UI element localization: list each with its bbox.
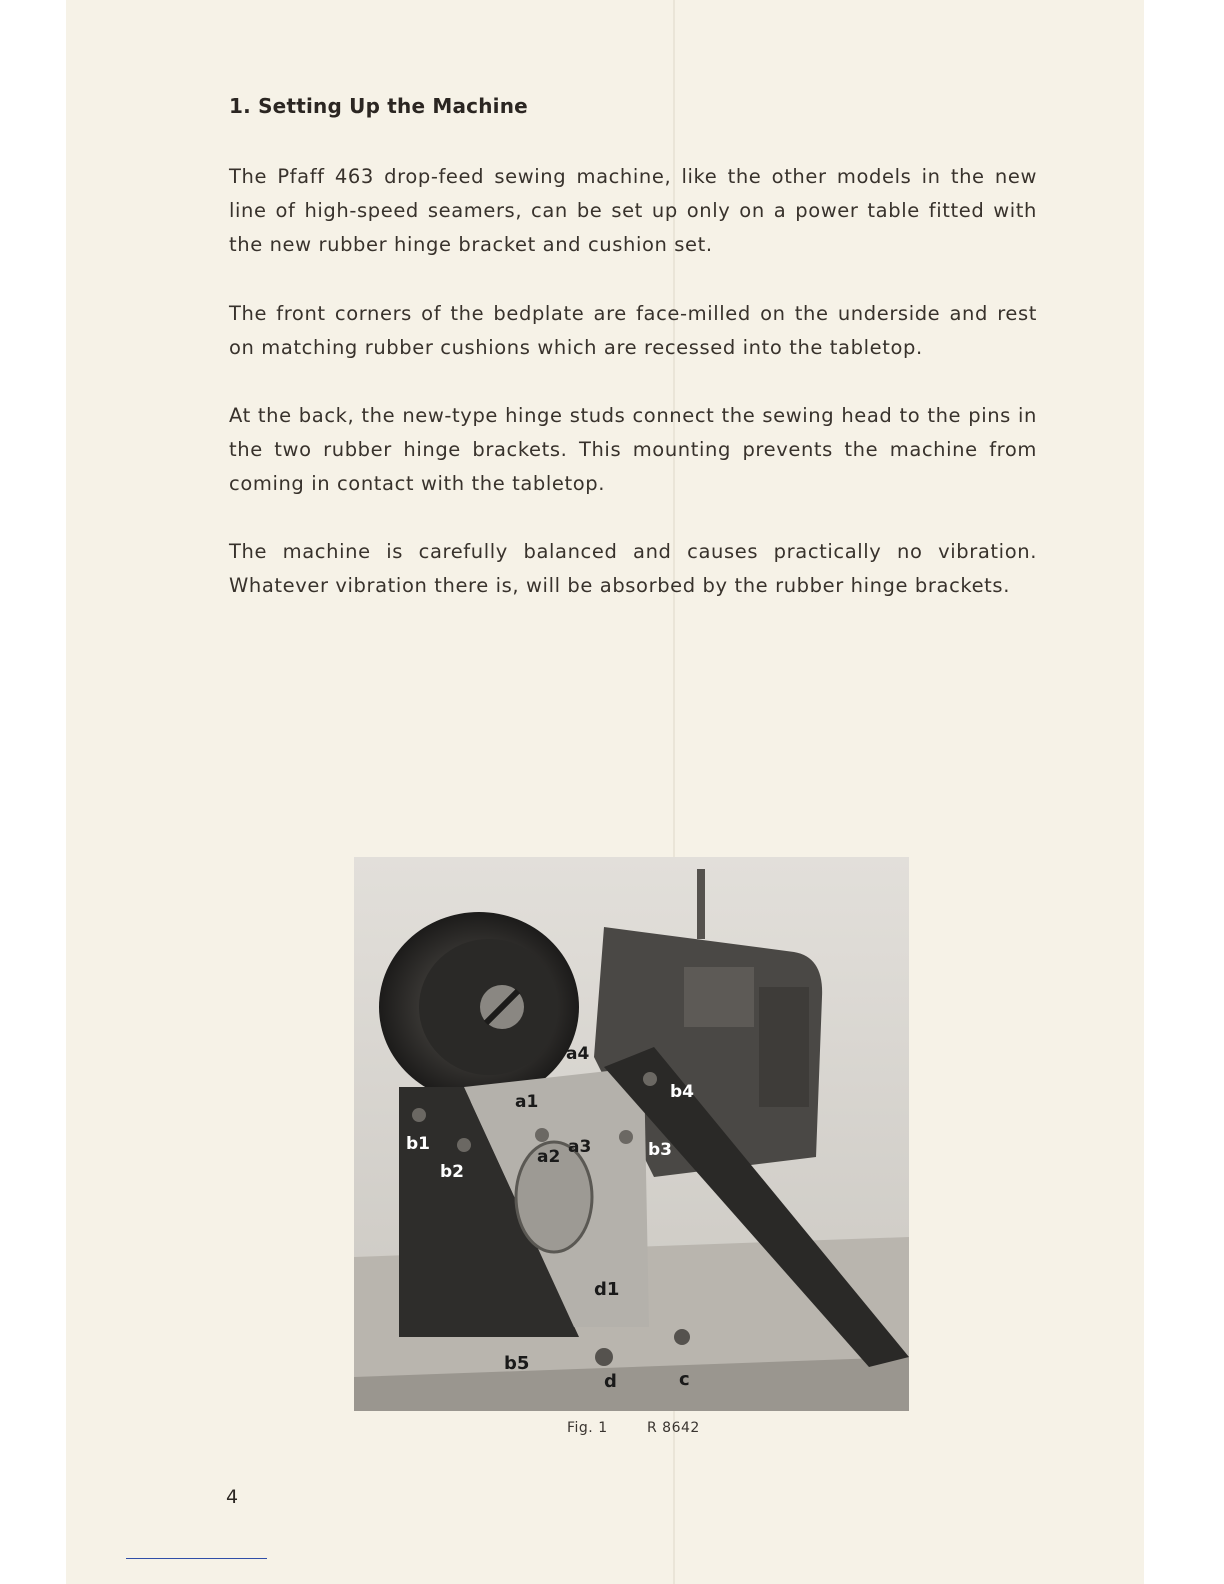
machine-illustration — [354, 857, 909, 1411]
label-b3: b3 — [648, 1140, 672, 1160]
paragraph-setup-overview: The Pfaff 463 drop-feed sewing machine, like the other models in the new line of high-speed seamers, can be set up only on a power table fitted with the new rubber hinge bracket and cushion set. — [229, 165, 1037, 256]
label-d1: d1 — [594, 1279, 620, 1300]
label-a4: a4 — [566, 1044, 590, 1064]
hinge-stud-d — [595, 1348, 613, 1366]
label-b1: b1 — [406, 1134, 430, 1154]
screw-b1 — [412, 1108, 426, 1122]
paragraph-hinge-studs: At the back, the new-type hinge studs connect the sewing head to the pins in the two rubber hinge brackets. This mounting prevents the machine from coming in contact with the tabletop. — [229, 404, 1037, 495]
machine-photo-figure — [354, 857, 909, 1411]
figure-caption — [567, 1420, 700, 1436]
figure-reference: R 8642 — [647, 1420, 700, 1436]
label-b2: b2 — [440, 1162, 464, 1182]
paragraph-vibration: The machine is carefully balanced and causes practically no vibration. Whatever vibration there is, will be absorbed by the rubber hinge brackets. — [229, 540, 1037, 597]
screw-b4 — [643, 1072, 657, 1086]
stud-c — [674, 1329, 690, 1345]
screw-b3 — [619, 1130, 633, 1144]
label-b4: b4 — [670, 1082, 694, 1102]
label-a3: a3 — [568, 1137, 592, 1157]
figure-number: Fig. 1 — [567, 1420, 608, 1436]
label-c: c — [679, 1369, 690, 1390]
needle-bar — [697, 869, 705, 939]
label-b5: b5 — [504, 1353, 530, 1374]
label-d: d — [604, 1371, 617, 1392]
machine-faceplate — [684, 967, 754, 1027]
screw-b2 — [457, 1138, 471, 1152]
page-number: 4 — [226, 1486, 239, 1508]
bottom-link-underline — [126, 1558, 267, 1559]
section-heading: 1. Setting Up the Machine — [229, 94, 528, 118]
machine-side-cover — [759, 987, 809, 1107]
screw-a2 — [535, 1128, 549, 1142]
label-a2: a2 — [537, 1147, 561, 1167]
paragraph-front-corners: The front corners of the bedplate are face-milled on the underside and rest on matching rubber cushions which are recessed into the tabletop. — [229, 302, 1037, 359]
label-a1: a1 — [515, 1092, 539, 1112]
